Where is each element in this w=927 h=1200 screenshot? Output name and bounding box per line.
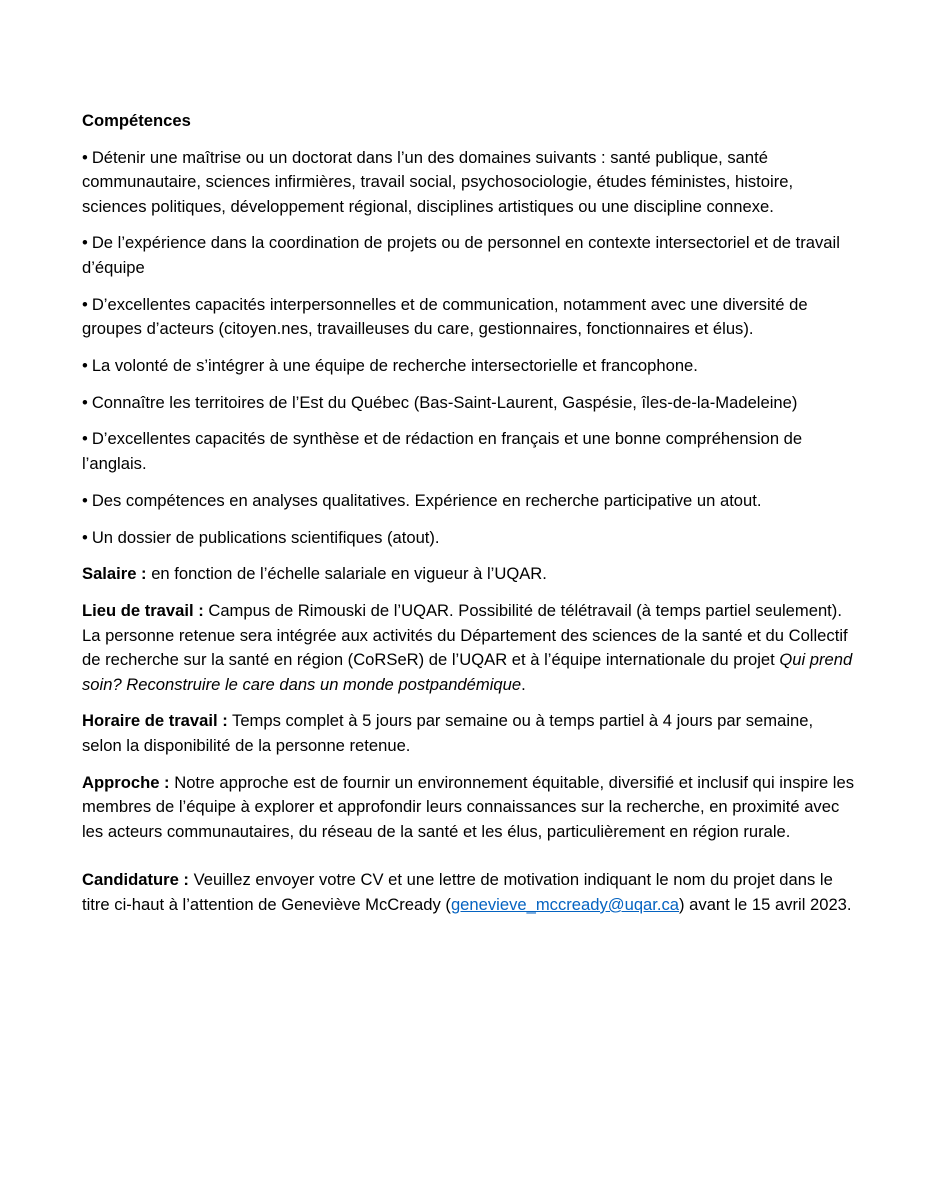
horaire-text: Temps complet à 5 jours par semaine ou à temps partiel à 4 jours par semaine, selon la disponibilité de la personne retenue. <box>82 711 814 755</box>
lieu-paragraph: Lieu de travail : Campus de Rimouski de l’UQAR. Possibilité de télétravail (à temps partiel seulement). La personne retenue sera intégrée aux activités du Département des sciences de la santé et du Collectif de recherche sur la santé en région (CoRSeR) de l’UQAR et à l’équipe internationale du projet Qui prend soin? Reconstruire le care dans un monde postpandémique. <box>82 601 853 694</box>
lieu-label: Lieu de travail : <box>82 601 204 621</box>
approche-label: Approche : <box>82 772 170 792</box>
competence-item-6: • D’excellentes capacités de synthèse et de rédaction en français et une bonne compréhension de l’anglais. <box>82 429 803 473</box>
bullet-icon: • <box>82 294 88 314</box>
salaire-paragraph <box>82 562 857 587</box>
horaire-paragraph <box>82 709 857 758</box>
candidature-paragraph <box>82 868 857 917</box>
approche-paragraph <box>82 771 857 845</box>
approche-text: Notre approche est de fournir un environnement équitable, diversifié et inclusif qui inspire les membres de l’équipe à explorer et approfondir leurs connaissances sur la recherche, en proximité avec les acteurs communautaires, du réseau de la santé et les élus, particulièrement en région rurale. <box>82 772 855 841</box>
bullet-icon: • <box>82 392 88 412</box>
competence-item-4: • La volonté de s’intégrer à une équipe de recherche intersectorielle et francophone. <box>82 355 698 375</box>
lieu-text: Campus de Rimouski de l’UQAR. Possibilité de télétravail (à temps partiel seulement). La personne retenue sera intégrée aux activités du Département des sciences de la santé et du Collectif de recherche sur la santé en région (CoRSeR) de l’UQAR et à l’équipe internationale du projet <box>82 601 848 670</box>
competence-item-2: • De l’expérience dans la coordination de projets ou de personnel en contexte intersectoriel et de travail d’équipe <box>82 233 840 277</box>
candidature-label: Candidature : <box>82 870 189 890</box>
competence-item-5: • Connaître les territoires de l’Est du Québec (Bas-Saint-Laurent, Gaspésie, îles-de-la-Madeleine) <box>82 392 798 412</box>
salaire-label: Salaire : <box>82 564 147 584</box>
bullet-icon: • <box>82 490 88 510</box>
candidature-text-before: Veuillez envoyer votre CV et une lettre de motivation indiquant le nom du projet dans le titre ci-haut à l’attention de Geneviève McCready ( <box>82 870 833 914</box>
competence-item-1: • Détenir une maîtrise ou un doctorat dans l’un des domaines suivants : santé publique, santé communautaire, sciences infirmières, travail social, psychosociologie, études féministes, histoire, sciences politiques, développement régional, disciplines artistiques ou une discipline connexe. <box>82 147 794 216</box>
email-link[interactable]: genevieve_mccready@uqar.ca <box>450 894 680 914</box>
competence-item-3: • D’excellentes capacités interpersonnelles et de communication, notamment avec une diversité de groupes d’acteurs (citoyen.nes, travailleuses du care, gestionnaires, fonctionnaires et élus). <box>82 294 808 339</box>
horaire-label: Horaire de travail : <box>82 711 228 731</box>
project-title: Qui prend soin? Reconstruire le care dans un monde postpandémique <box>82 650 853 694</box>
competence-item-7: • Des compétences en analyses qualitatives. Expérience en recherche participative un atout. <box>82 490 762 510</box>
bullet-icon: • <box>82 429 88 449</box>
bullet-icon: • <box>82 233 88 253</box>
competences-heading: Compétences <box>82 111 191 130</box>
bullet-icon: • <box>82 527 88 547</box>
salaire-text: en fonction de l’échelle salariale en vigueur à l’UQAR. <box>146 564 547 584</box>
bullet-icon: • <box>82 147 88 167</box>
bullet-icon: • <box>82 355 88 375</box>
document-content <box>82 109 857 930</box>
candidature-text-after: ) avant le 15 avril 2023. <box>679 894 852 914</box>
competence-item-8: • Un dossier de publications scientifiques (atout). <box>82 527 440 547</box>
